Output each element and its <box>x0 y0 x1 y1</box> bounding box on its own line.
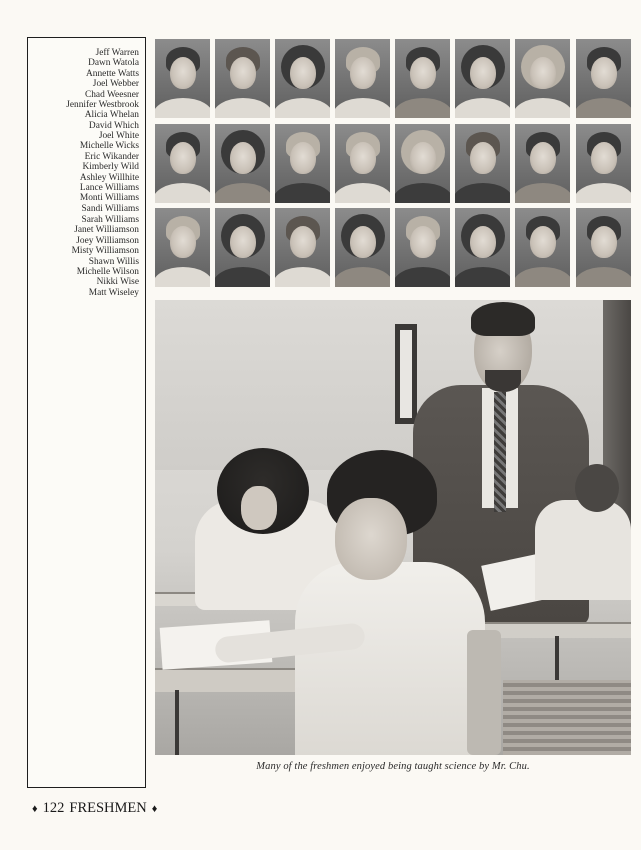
student-name: Sarah Williams <box>81 215 139 225</box>
student-portrait <box>576 208 631 287</box>
student-name: Michelle Wicks <box>79 141 139 152</box>
page-number: 122 <box>42 800 65 816</box>
student-name: Monti Williams <box>79 193 139 204</box>
student-portrait <box>455 39 510 118</box>
student-name: Jennifer Westbrook <box>66 100 139 111</box>
photo-caption: Many of the freshmen enjoyed being taught science by Mr. Chu. <box>256 761 530 772</box>
student-name: Jeff Warren <box>95 48 139 58</box>
student-front-body <box>295 562 485 755</box>
student-portrait <box>515 208 570 287</box>
student-portrait <box>395 124 450 203</box>
student-portrait <box>275 124 330 203</box>
student-name: Matt Wiseley <box>88 287 139 298</box>
student-name: Joey Williamson <box>76 235 139 246</box>
name-group-row-3 <box>72 215 139 298</box>
student-portrait <box>335 208 390 287</box>
student-portrait <box>515 124 570 203</box>
wall-picture-inner <box>400 330 412 418</box>
student-name: Janet Williamson <box>74 225 139 236</box>
student-name: David Which <box>88 120 139 131</box>
student-portrait <box>155 124 210 203</box>
student-name: Annette Watts <box>86 68 139 79</box>
student-left-face <box>241 486 277 530</box>
student-name: Misty Williamson <box>71 246 139 257</box>
student-portrait <box>395 208 450 287</box>
section-title: FRESHMEN <box>69 800 147 816</box>
student-front-face <box>335 498 407 580</box>
student-name: Ashley Willhite <box>79 172 139 183</box>
name-group-row-2 <box>80 131 139 214</box>
student-right-legs <box>503 680 631 755</box>
student-portrait <box>335 39 390 118</box>
teacher-beard <box>485 370 521 392</box>
student-portrait <box>335 124 390 203</box>
student-name: Shawn Willis <box>88 256 139 267</box>
student-portrait <box>515 39 570 118</box>
student-portrait <box>455 208 510 287</box>
student-portrait <box>215 208 270 287</box>
student-name: Alicia Whelan <box>84 110 139 121</box>
student-portrait <box>215 39 270 118</box>
student-name: Dawn Watola <box>88 58 139 69</box>
student-name: Joel White <box>98 131 139 141</box>
student-name: Lance Williams <box>79 183 139 194</box>
student-portrait <box>155 39 210 118</box>
student-portrait <box>576 39 631 118</box>
name-list-panel <box>27 37 146 788</box>
teacher-hair <box>471 302 535 336</box>
student-name: Michelle Wilson <box>76 267 139 278</box>
student-portrait <box>455 124 510 203</box>
student-portrait <box>395 39 450 118</box>
student-portrait <box>155 208 210 287</box>
desk-leg <box>175 690 179 755</box>
student-name: Nikki Wise <box>96 277 139 288</box>
student-portrait <box>275 39 330 118</box>
student-right-body <box>535 500 631 600</box>
diamond-icon: ♦ <box>151 802 158 815</box>
page-folio <box>27 800 162 817</box>
student-portrait <box>576 124 631 203</box>
student-portrait <box>275 208 330 287</box>
chair-back <box>467 630 501 755</box>
student-name: Joel Webber <box>92 79 139 90</box>
diamond-icon: ♦ <box>32 802 38 815</box>
teacher-tie <box>494 392 506 512</box>
student-name: Sandi Williams <box>81 203 139 214</box>
student-name: Chad Weesner <box>84 89 139 100</box>
student-portrait <box>215 124 270 203</box>
student-name: Kimberly Wild <box>82 162 139 173</box>
student-right-head <box>575 464 619 512</box>
classroom-photo <box>155 300 631 755</box>
name-group-row-1 <box>66 48 139 131</box>
student-name: Eric Wikander <box>84 151 139 162</box>
